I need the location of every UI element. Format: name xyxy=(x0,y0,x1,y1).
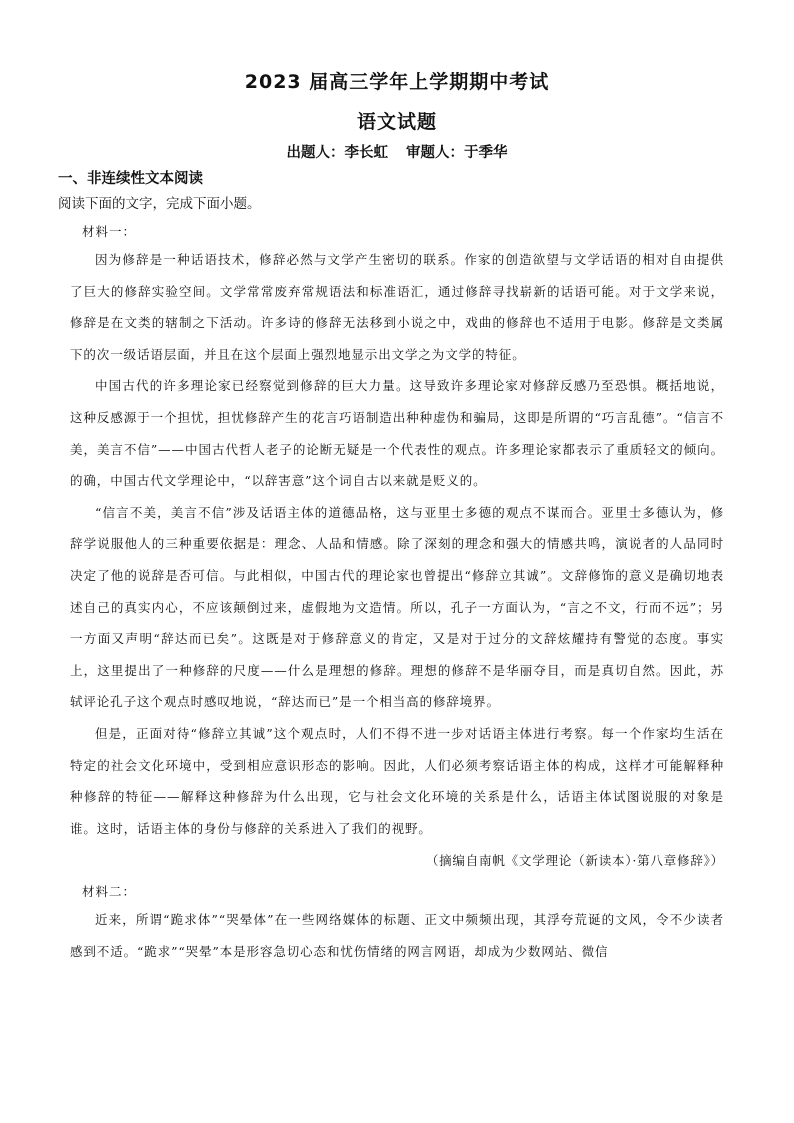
material2-label: 材料二： xyxy=(82,884,137,900)
material1-paragraph-4: 但是，正面对待“修辞立其诚”这个观点时，人们不得不进一步对话语主体进行考察。每一个作家均生活在特定的社会文化环境中，受到相应意识形态的影响。因此，人们必须考察话语主体的构成，这样才可能解释种种修辞的特征——解释这种修辞为什么出现，它与社会文化环境的关系是什么，话语主体试图说服的对象是谁。这时，话语主体的身份与修辞的关系进入了我们的视野。 xyxy=(70,725,724,836)
material1-paragraph-3: “信言不美，美言不信”涉及话语主体的道德品格，这与亚里士多德的观点不谋而合。亚里士多德认为，修辞学说服他人的三种重要依据是：理念、人品和情感。除了深刻的理念和强大的情感共鸣，演说者的人品同时决定了他的说辞是否可信。与此相似，中国古代的理论家也曾提出“修辞立其诚”。文辞修饰的意义是确切地表述自己的真实内心，不应该颠倒过来，虚假地为文造情。所以，孔子一方面认为，“言之不文，行而不远”；另一方面又声明“辞达而已矣”。这既是对于修辞意义的肯定，又是对于过分的文辞炫耀持有警觉的态度。事实上，这里提出了一种修辞的尺度——什么是理想的修辞。理想的修辞不是华丽夺目，而是真切自然。因此，苏轼评论孔子这个观点时感叹地说，“辞达而已”是一个相当高的修辞境界。 xyxy=(70,504,724,710)
material1-paragraph-1: 因为修辞是一种话语技术，修辞必然与文学产生密切的联系。作家的创造欲望与文学话语的相对自由提供了巨大的修辞实验空间。文学常常废弃常规语法和标准语汇，通过修辞寻找崭新的话语可能。对于文学来说，修辞是在文类的辖制之下活动。许多诗的修辞无法移到小说之中，戏曲的修辞也不适用于电影。修辞是文类属下的次一级话语层面，并且在这个层面上强烈地显示出文学之为文学的特征。 xyxy=(70,252,724,362)
subject-title: 语文试题 xyxy=(356,111,437,133)
setter-label: 出题人：李长虹 xyxy=(286,145,388,161)
reviewer-label: 审题人：于季华 xyxy=(406,145,508,161)
exam-title: 2023 届高三学年上学期期中考试 xyxy=(244,71,550,93)
material2-paragraph-1: 近来，所谓“跪求体”“哭晕体”在一些网络媒体的标题、正文中频频出现，其浮夸荒诞的文风，令不少读者感到不适。“跪求”“哭晕”本是形容急切心态和忧伤情绪的网言网语，却成为少数网站、微信 xyxy=(70,912,724,959)
material1-label: 材料一： xyxy=(82,224,137,239)
section-heading: 一、非连续性文本阅读 xyxy=(58,171,203,187)
author-line xyxy=(70,142,724,164)
exam-page xyxy=(58,68,724,967)
material1-paragraph-2: 中国古代的许多理论家已经察觉到修辞的巨大力量。这导致许多理论家对修辞反感乃至恐惧。概括地说，这种反感源于一个担忧，担忧修辞产生的花言巧语制造出种种虚伪和骗局，这即是所谓的“巧言乱德”。“信言不美，美言不信”——中国古代哲人老子的论断无疑是一个代表性的观点。许多理论家都表示了重质轻文的倾向。的确，中国古代文学理论中，“以辞害意”这个词自古以来就是贬义的。 xyxy=(70,378,724,489)
material1-source: （摘编自南帆《文学理论（新读本）·第八章修辞》） xyxy=(425,853,724,869)
section-instruction: 阅读下面的文字，完成下面小题。 xyxy=(58,196,261,212)
